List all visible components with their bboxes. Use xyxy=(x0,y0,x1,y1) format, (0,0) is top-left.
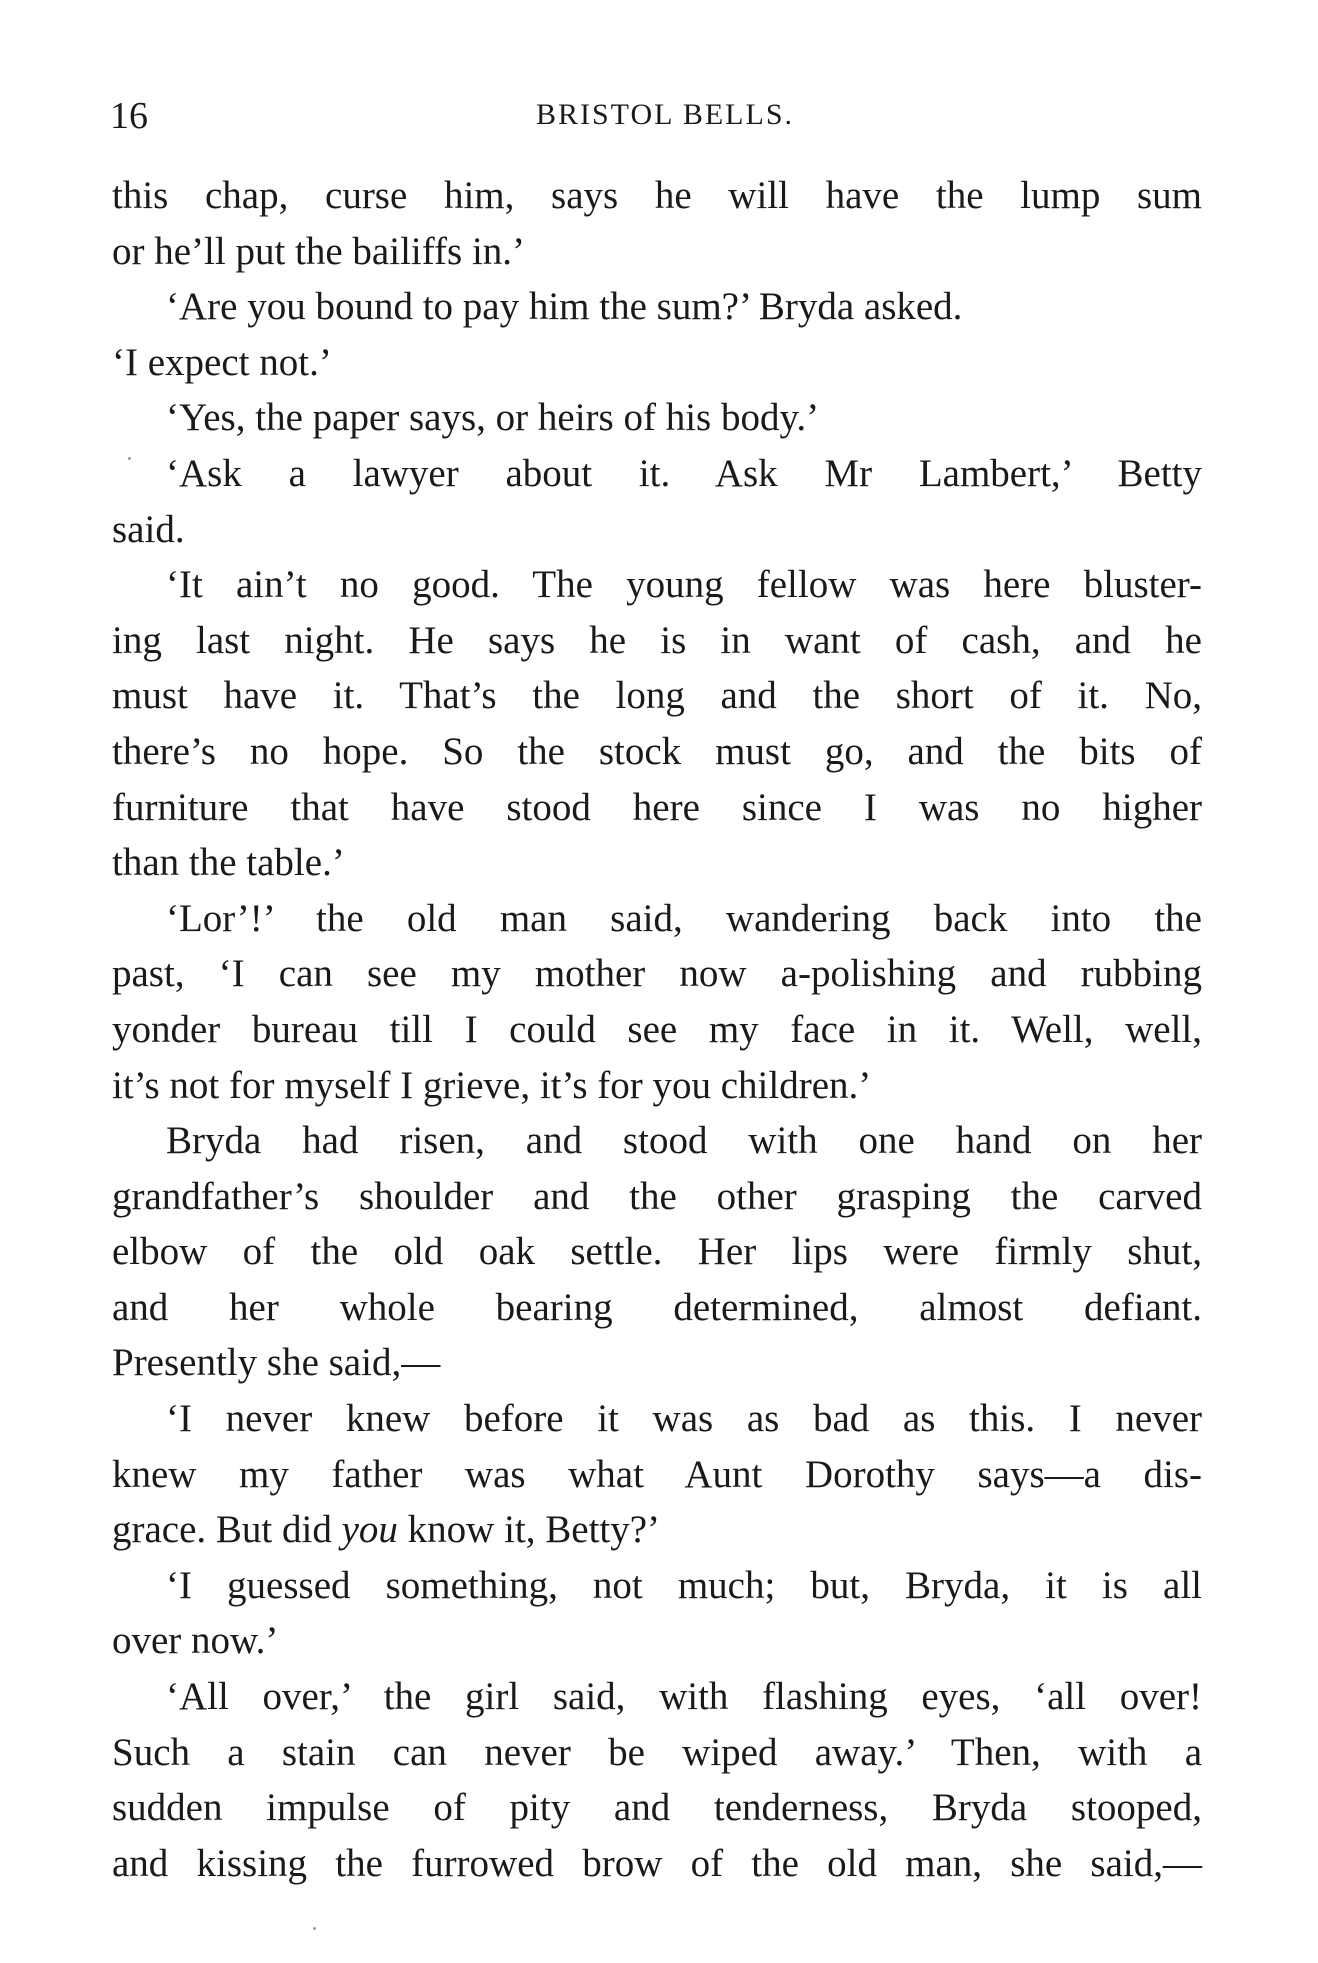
text-line: ‘I expect not.’ xyxy=(112,340,332,384)
paper-speck xyxy=(313,1927,316,1930)
text-line: elbow of the old oak settle. Her lips were firmly shut, xyxy=(112,1230,1202,1274)
text-line: it’s not for myself I grieve, it’s for you children.’ xyxy=(112,1063,872,1107)
text-line: grace. But did you know it, Betty?’ xyxy=(112,1508,661,1552)
text-line: ‘I never knew before it was as bad as this. I never xyxy=(166,1397,1202,1441)
text-line: ‘It ain’t no good. The young fellow was here bluster- xyxy=(166,563,1202,607)
text-line: and her whole bearing determined, almost defiant. xyxy=(112,1285,1202,1329)
text-line: furniture that have stood here since I was no higher xyxy=(112,785,1202,829)
text-line: sudden impulse of pity and tenderness, Bryda stooped, xyxy=(112,1786,1202,1830)
text-line: said. xyxy=(112,507,185,551)
text-line: knew my father was what Aunt Dorothy says—a dis- xyxy=(112,1452,1202,1496)
text-line: ‘I guessed something, not much; but, Bryda, it is all xyxy=(166,1563,1202,1607)
text-line: must have it. That’s the long and the short of it. No, xyxy=(112,674,1202,718)
page-number: 16 xyxy=(110,95,148,137)
text-line: this chap, curse him, says he will have the lump sum xyxy=(112,174,1202,217)
text-line: Bryda had risen, and stood with one hand on her xyxy=(166,1119,1202,1163)
text-line: yonder bureau till I could see my face in it. Well, well, xyxy=(112,1007,1202,1051)
text-line: Such a stain can never be wiped away.’ Then, with a xyxy=(112,1730,1202,1774)
text-line: ‘Are you bound to pay him the sum?’ Bryda asked. xyxy=(166,285,963,329)
text-line: or he’ll put the bailiffs in.’ xyxy=(112,229,526,273)
running-title: BRISTOL BELLS. xyxy=(535,98,795,131)
paper-speck xyxy=(128,457,131,460)
text-line: ‘Lor’!’ the old man said, wandering back into the xyxy=(166,896,1202,940)
text-line: ing last night. He says he is in want of cash, and he xyxy=(112,618,1202,662)
text-line: and kissing the furrowed brow of the old man, she said,— xyxy=(112,1841,1202,1885)
text-line: than the table.’ xyxy=(112,841,345,885)
text-line: ‘All over,’ the girl said, with flashing eyes, ‘all over! xyxy=(166,1675,1202,1719)
body-text xyxy=(112,168,1202,1891)
text-line: there’s no hope. So the stock must go, and the bits of xyxy=(112,729,1202,773)
page-header xyxy=(110,94,1220,144)
text-line: past, ‘I can see my mother now a-polishing and rubbing xyxy=(112,952,1202,996)
text-line: over now.’ xyxy=(112,1619,279,1663)
text-line: ‘Yes, the paper says, or heirs of his body.’ xyxy=(166,396,820,440)
text-line: grandfather’s shoulder and the other grasping the carved xyxy=(112,1174,1202,1218)
text-line: ‘Ask a lawyer about it. Ask Mr Lambert,’ Betty xyxy=(166,451,1202,495)
text-line: Presently she said,— xyxy=(112,1341,441,1385)
